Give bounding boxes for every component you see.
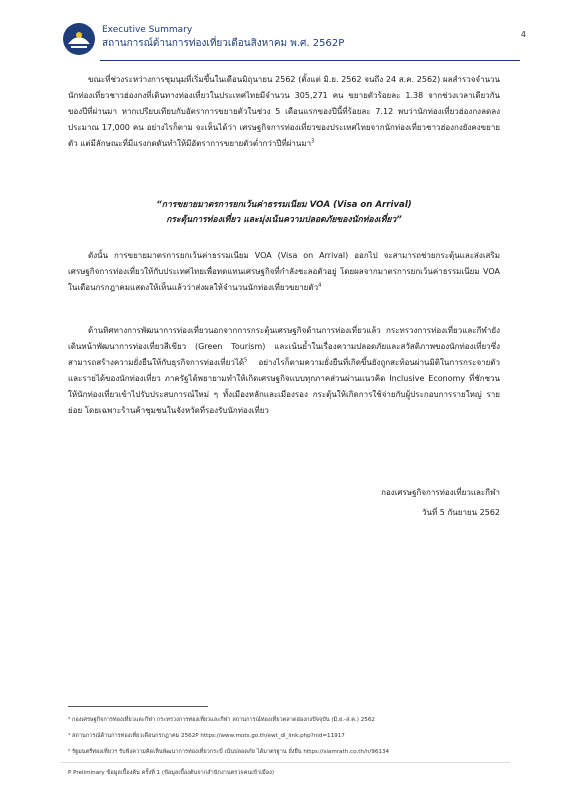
footnote-ref: 5 [244,357,248,364]
footnote-5: ⁵ รัฐมนตรีท่องเที่ยวฯ รับฟังความคิดเห็นพัฒนาการท่องเที่ยวกระบี่ เน้นปลอดภัย ได้มาตรฐาน ยั่งยืน https://siamrath.co.th/n/96134 [68,749,390,755]
ministry-logo-icon [62,22,96,56]
paragraph-text-cont: อย่างไรก็ตามความยั่งยืนที่เกิดขึ้นยังถูกสะท้อนผ่านมิติในการกระจายตัวและรายได้ของนักท่องเที่ยว ภาครัฐได้พยายามทำให้เกิดเศรษฐกิจแบบทุกภาคส่วนผ่านแนวคิด Inclusive Economy ที่ชักชวนให้นักท่องเที่ยวเข้าไปรับประสบการณ์ใหม่ ๆ ทั้งเมืองหลักและเมืองรอง กระตุ้นให้เกิดการใช้จ่ายกับผู้ประกอบการรายใหญ่ รายย่อย โดยเฉพาะร้านค้าชุมชนในจังหวัดที่รองรับนักท่องเที่ยว [68,358,500,415]
page-header [62,20,526,60]
paragraph-text: ด้านทิศทางการพัฒนาการท่องเที่ยวนอกจากการกระตุ้นเศรษฐกิจด้านการท่องเที่ยวแล้ว กระทรวงการท่องเที่ยวและกีฬายังเดินหน้าพัฒนาการท่องเที่ยวสีเขียว (Green Tourism) และเน้นย้ำในเรื่องความปลอดภัยและสวัสดิภาพของนักท่องเที่ยวซึ่งสามารถสร้างความยั่งยืนให้กับธุรกิจการท่องเที่ยวได้ [68,326,500,367]
paragraph-hong-kong-arrivals [68,72,500,152]
footnote-separator [60,762,510,763]
paragraph-text: ดังนั้น การขยายมาตรการยกเว้นค่าธรรมเนียม VOA (Visa on Arrival) ออกไป จะสามารถช่วยกระตุ้นและส่งเสริมเศรษฐกิจการท่องเที่ยวให้กับประเทศไทยเพื่อทดแทนเศรษฐกิจที่กำลังชะลอตัวอยู่ โดยผลจากมาตรการยกเว้นค่าธรรมเนียม VOA ในเดือนกรกฎาคมแสดงให้เห็นแล้วว่าส่งผลให้จำนวนนักท่องเที่ยวขยายตัว [68,251,500,292]
footnote-ref: 4 [318,282,322,289]
header-text [102,25,344,51]
footnote-divider [68,706,208,707]
signature-org: กองเศรษฐกิจการท่องเที่ยวและกีฬา [381,488,500,497]
footnote-preliminary: P Preliminary ข้อมูลเบื้องต้น ครั้งที่ 1 (ข้อมูลเบื้องต้นจากสำนักงานตรวจคนเข้าเมือง) [68,770,275,776]
paragraph-text: ขณะที่ช่วงระหว่างการชุมนุมที่เริ่มขึ้นในเดือนมิถุนายน 2562 (ตั้งแต่ มิ.ย. 2562 จนถึง 24 ส.ค. 2562) ผลสำรวจจำนวนนักท่องเที่ยวชาวฮ่องกงที่เดินทางท่องเที่ยวในประเทศไทยมีจำนวน 305,271 คน ขยายตัวร้อยละ 1.38 จากช่วงเวลาเดียวกันของปีที่ผ่านมา หากเปรียบเทียบกับอัตราการขยายตัวในช่วง 5 เดือนแรกของปีนี้ที่ร้อยละ 7.12 พบว่านักท่องเที่ยวฮ่องกงลดลงประมาณ 17,000 คน อย่างไรก็ตาม จะเห็นได้ว่า เศรษฐกิจการท่องเที่ยวของประเทศไทยจากนักท่องเที่ยวชาวฮ่องกงยังคงขยายตัว แต่มีลักษณะที่มีแรงกดดันทำให้มีอัตราการขยายตัวต่ำกว่าปีที่ผ่านมา [68,75,500,148]
header-divider [100,60,520,61]
footnote-4: ⁴ สถานการณ์ด้านการท่องเที่ยวเดือนกรกฎาคม 2562P https://www.mots.go.th/ewt_dl_link.php?nid=11917 [68,733,345,739]
highlight-quote [68,198,500,228]
footnote-3: ³ กองเศรษฐกิจการท่องเที่ยวและกีฬา กระทรวงการท่องเที่ยวและกีฬา สถานการณ์ท่องเที่ยวตลาดฮ่องกงปัจจุบัน (มิ.ย.-ส.ค.) 2562 [68,717,375,723]
quote-line-2: กระตุ้นการท่องเที่ยว และมุ่งเน้นความปลอดภัยของนักท่องเที่ยว” [166,215,402,225]
quote-line-1: “การขยายมาตรการยกเว้นค่าธรรมเนียม VOA (Visa on Arrival) [156,200,412,210]
paragraph-green-tourism [68,323,500,419]
footnote-ref: 3 [311,138,315,145]
header-title: Executive Summary [102,25,193,35]
paragraph-voa [68,248,500,296]
page-number: 4 [520,30,526,39]
signature-date: วันที่ 5 กันยายน 2562 [422,508,500,517]
header-subtitle: สถานการณ์ด้านการท่องเที่ยวเดือนสิงหาคม พ.ศ. 2562P [102,38,345,49]
